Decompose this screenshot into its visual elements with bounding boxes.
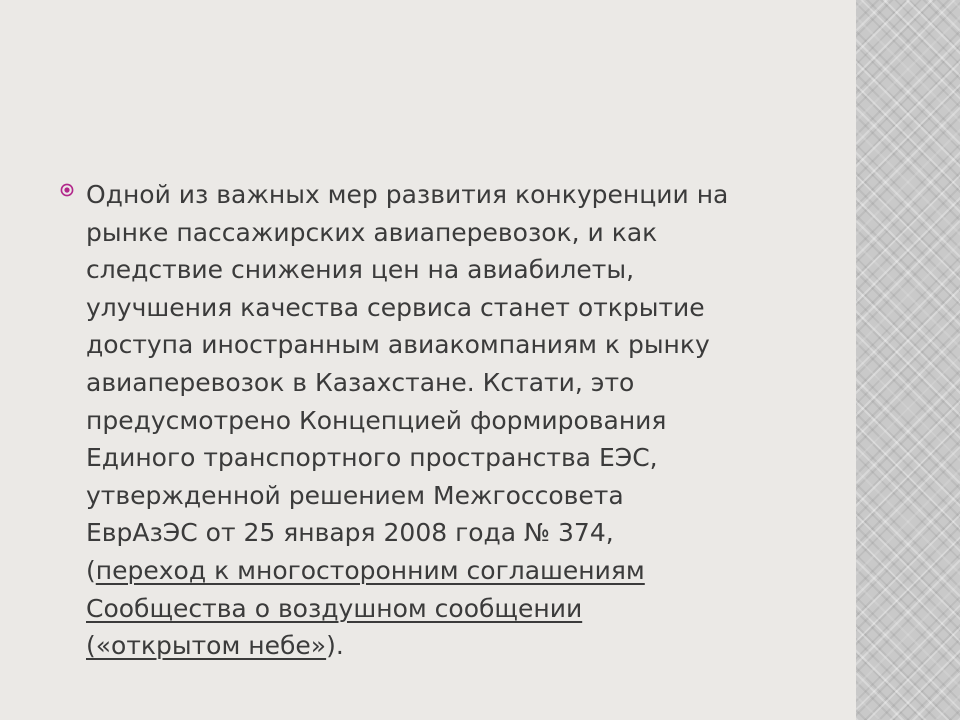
text-line: авиаперевозок в Казахстане. Кстати, это <box>86 367 635 397</box>
text-line-with-link <box>86 627 810 665</box>
open-sky-link-part-1[interactable]: переход к многосторонним соглашениям <box>95 555 645 585</box>
text-line: улучшения качества сервиса станет открытие <box>86 292 705 322</box>
text-line: утвержденной решением Межгоссовета <box>86 480 624 510</box>
text-line: Единого транспортного пространства ЕЭС, <box>86 443 658 473</box>
text-line: ЕврАзЭС от 25 января 2008 года № 374, <box>86 518 614 548</box>
text-line: следствие снижения цен на авиабилеты, <box>86 255 635 285</box>
text-line-with-link <box>86 552 810 590</box>
text-line: предусмотрено Концепцией формирования <box>86 405 667 435</box>
text-line-with-link <box>86 590 810 628</box>
link-open-paren: ( <box>86 555 96 585</box>
text-line: доступа иностранным авиакомпаниям к рынку <box>86 330 710 360</box>
decorative-side-panel <box>856 0 960 720</box>
bullet-text <box>86 176 810 665</box>
open-sky-link-part-2[interactable]: Сообщества о воздушном сообщении <box>86 593 583 623</box>
text-line: Одной из важных мер развития конкуренции на <box>86 180 729 209</box>
circle-bullet-icon <box>60 183 74 197</box>
open-sky-link-part-3[interactable]: («открытом небе» <box>86 631 327 661</box>
text-line: рынке пассажирских авиаперевозок, и как <box>86 217 658 247</box>
link-close-paren: ). <box>326 631 344 661</box>
